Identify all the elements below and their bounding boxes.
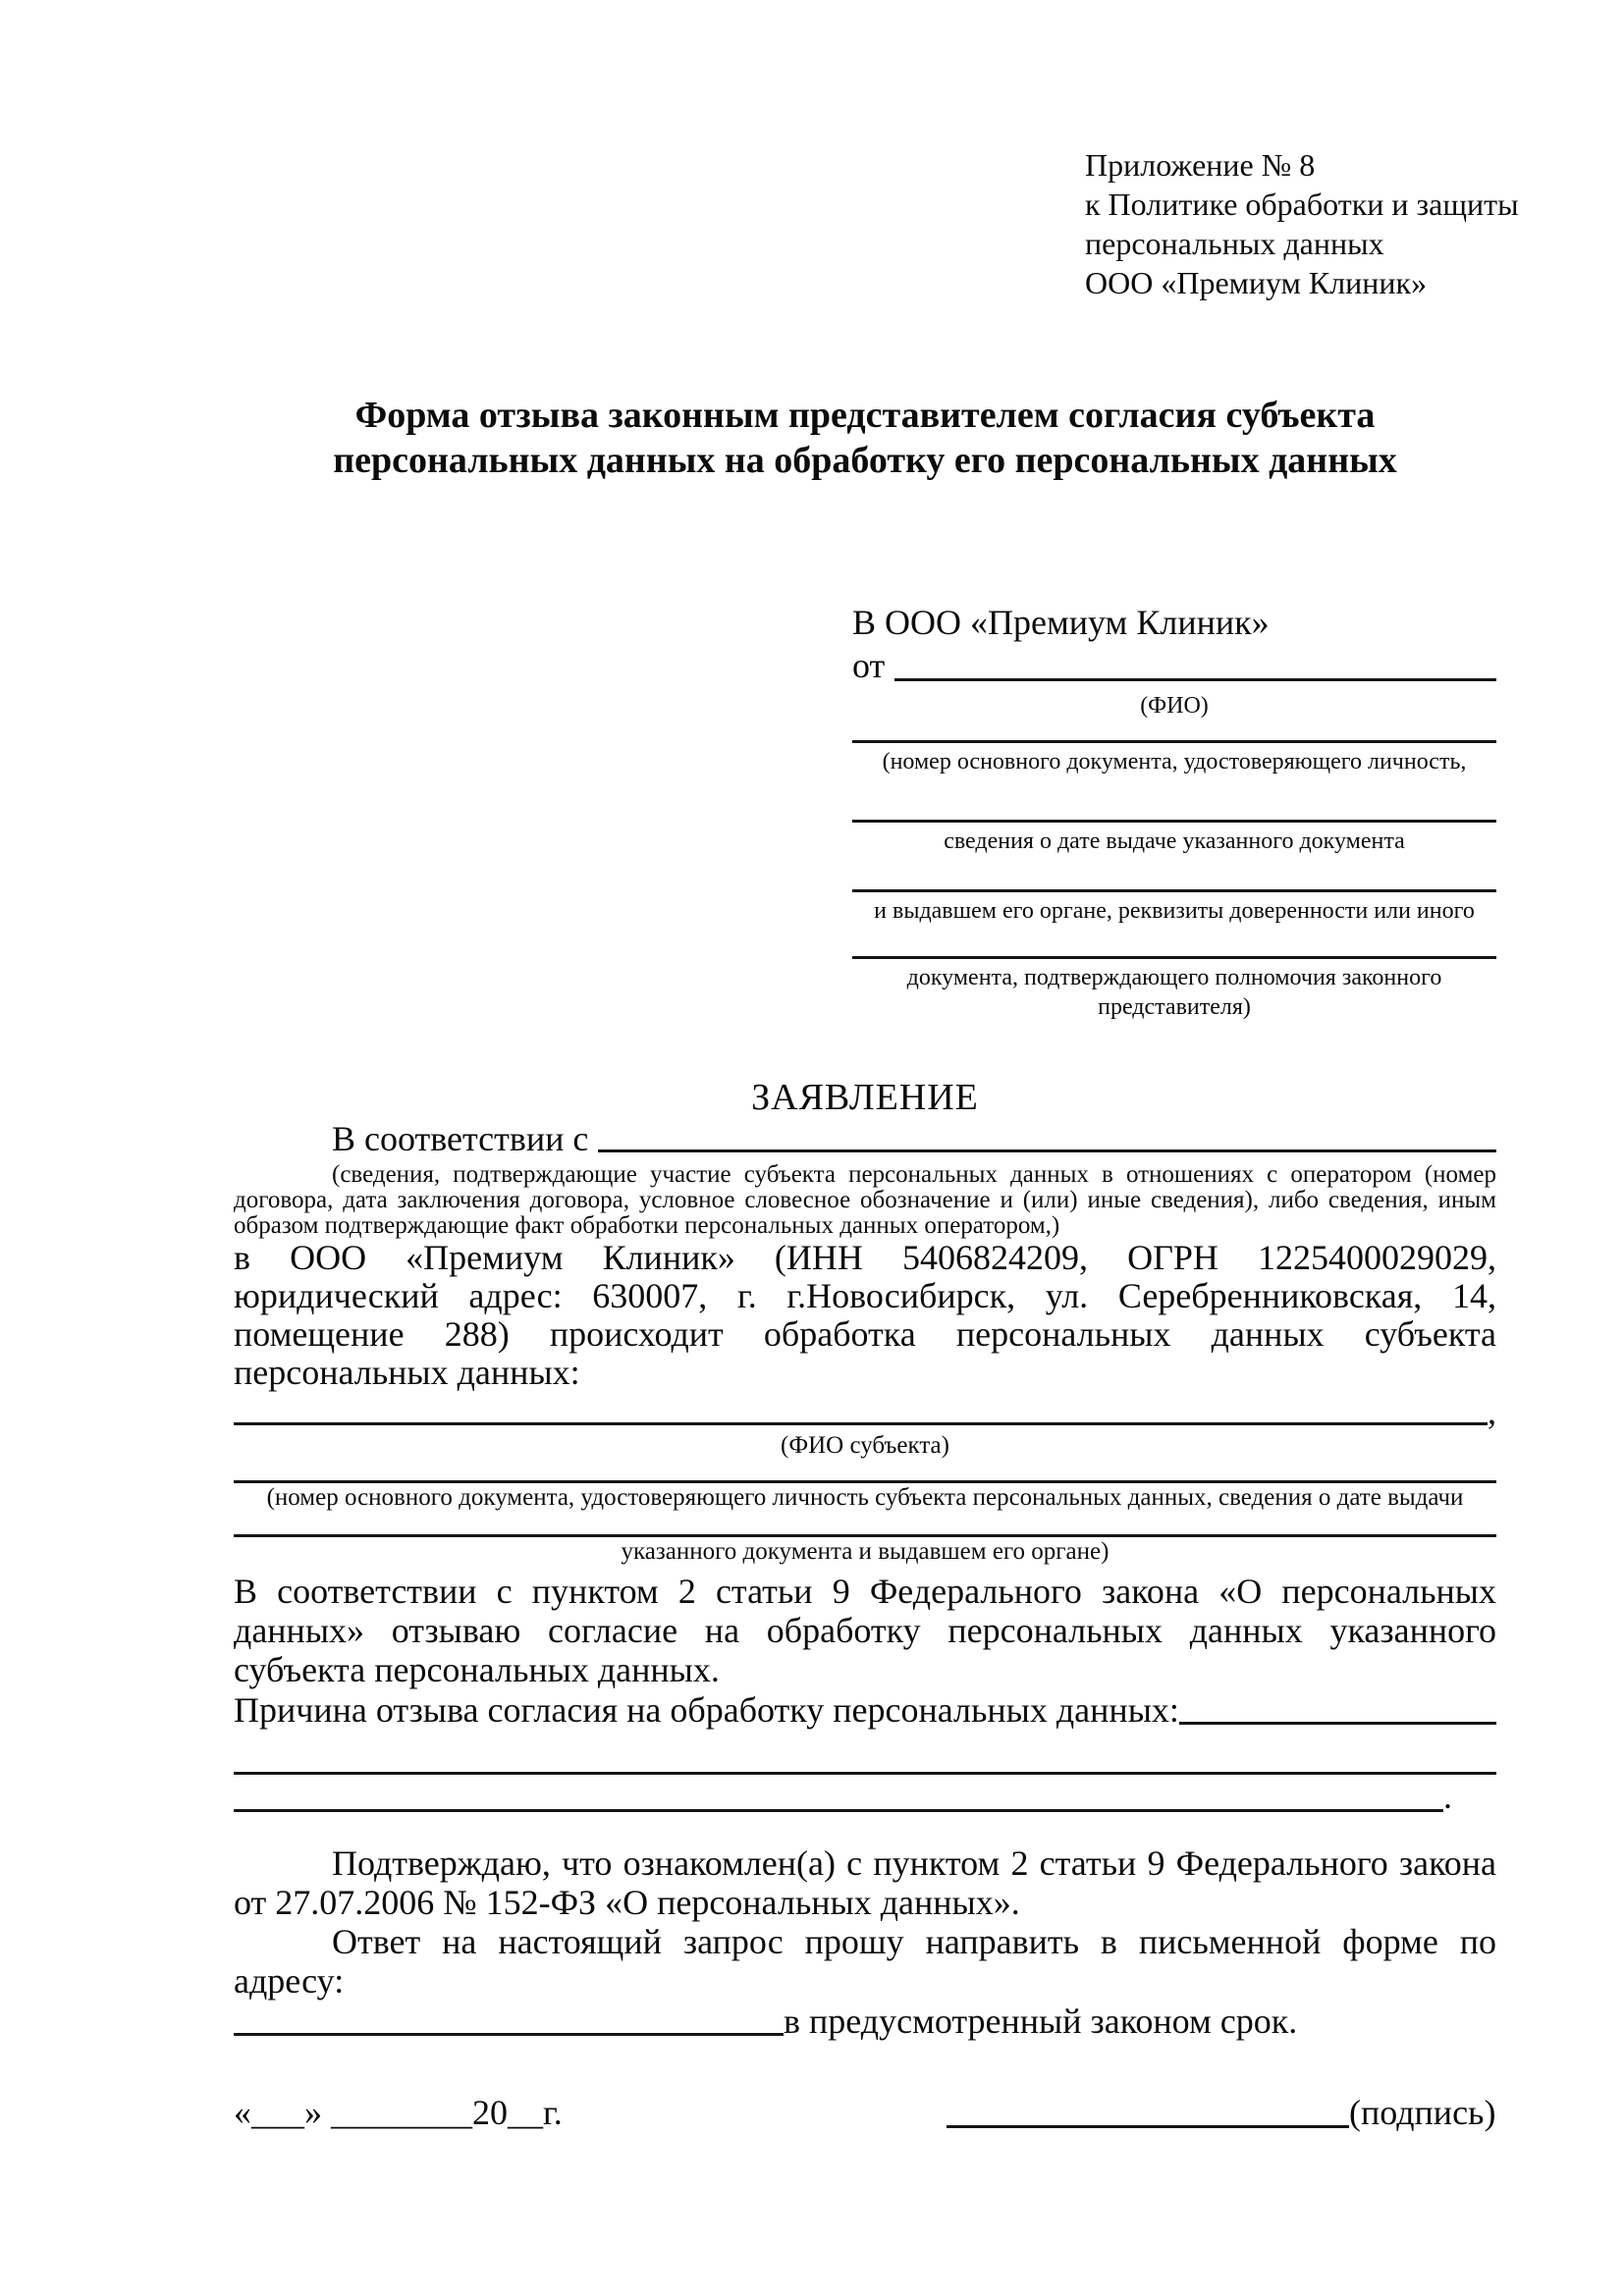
footer-row [234,2091,1496,2134]
blank-line-2 [234,1809,1443,1812]
accordance-label: В соответствии с [332,1119,589,1158]
appendix-note-line: к Политике обработки и защиты [1085,187,1519,222]
statement-heading: ЗАЯВЛЕНИЕ [751,1077,979,1118]
from-label: от [852,646,886,685]
accordance-caption: (сведения, подтверждающие участие субъекта персональных данных в отношениях с оператором (номер договора, дата заключения договора, условное словесное обозначение и (или) иные сведения), либо сведения, иным образом подтверждающие факт обработки персональных данных оператором,) [234,1161,1496,1239]
doc-blank-line [852,956,1496,959]
doc-caption: сведения о дате выдаче указанного документа [944,828,1405,854]
signature-caption: (подпись) [1349,2093,1496,2132]
subject-fio-caption: (ФИО субъекта) [781,1432,949,1459]
subject-comma: , [1488,1392,1496,1431]
doc-blank-line [852,889,1496,892]
reply-address-field [234,2001,1496,2042]
document-title: Форма отзыва законным представителем согласия субъекта персональных данных на обработку его персональных данных [333,395,1397,481]
blank-line-2-row [234,1775,1496,1818]
appendix-note-line: ООО «Премиум Клиник» [1085,265,1428,300]
reason-blank-line [1179,1722,1496,1725]
doc-caption: (номер основного документа, удостоверяющего личность, [882,749,1467,774]
doc-blank-line [852,740,1496,743]
date-field: «___» ________20__г. [234,2093,563,2132]
appendix-note-line: Приложение № 8 [1085,147,1316,183]
subject-blank-line [234,1422,1488,1425]
reply-paragraph: Ответ на настоящий запрос прошу направить в письменной форме по адресу: [234,1922,1496,2001]
blank-line-2-period: . [1443,1777,1452,1816]
reply-address-blank-line [234,2033,784,2036]
withdrawal-paragraph: В соответствии с пунктом 2 статьи 9 Федерального закона «О персональных данных» отзываю согласие на обработку персональных данных указанного субъекта персональных данных. [234,1572,1496,1689]
signature-field [947,2091,1496,2134]
subject-doc-caption-2: указанного документа и выдавшем его органе) [621,1538,1110,1565]
doc-caption: документа, подтверждающего полномочия законного представителя) [906,965,1442,1020]
doc-blank-line [852,820,1496,823]
recipient-block [852,601,1496,1022]
reply-suffix: в предусмотренный законом срок. [784,2002,1298,2041]
accordance-blank-line [598,1149,1496,1152]
appendix-note-line: персональных данных [1085,226,1384,261]
signature-blank-line [947,2125,1349,2128]
from-field [852,644,1496,687]
confirm-paragraph: Подтверждаю, что ознакомлен(а) с пунктом 2 статьи 9 Федерального закона от 27.07.2006 № 152-ФЗ «О персональных данных». [234,1843,1496,1922]
reason-field [234,1689,1496,1731]
subject-name-field [234,1392,1496,1431]
accordance-field [234,1119,1496,1158]
doc-caption: и выдавшем его органе, реквизиты доверенности или иного [874,898,1475,924]
appendix-note [1085,145,1519,302]
fio-caption: (ФИО) [1140,693,1209,719]
subject-doc-caption-1: (номер основного документа, удостоверяющего личность субъекта персональных данных, сведения о дате выдачи [266,1484,1464,1511]
recipient-org: В ООО «Премиум Клиник» [852,603,1270,642]
reason-label: Причина отзыва согласия на обработку персональных данных: [234,1690,1179,1730]
operator-paragraph: в ООО «Премиум Клиник» (ИНН 5406824209, ОГРН 1225400029029, юридический адрес: 630007, г. г.Новосибирск, ул. Серебренниковская, 14, помещение 288) происходит обработка персональных данных субъекта персональных данных: [234,1238,1496,1392]
from-blank-line [894,678,1496,681]
